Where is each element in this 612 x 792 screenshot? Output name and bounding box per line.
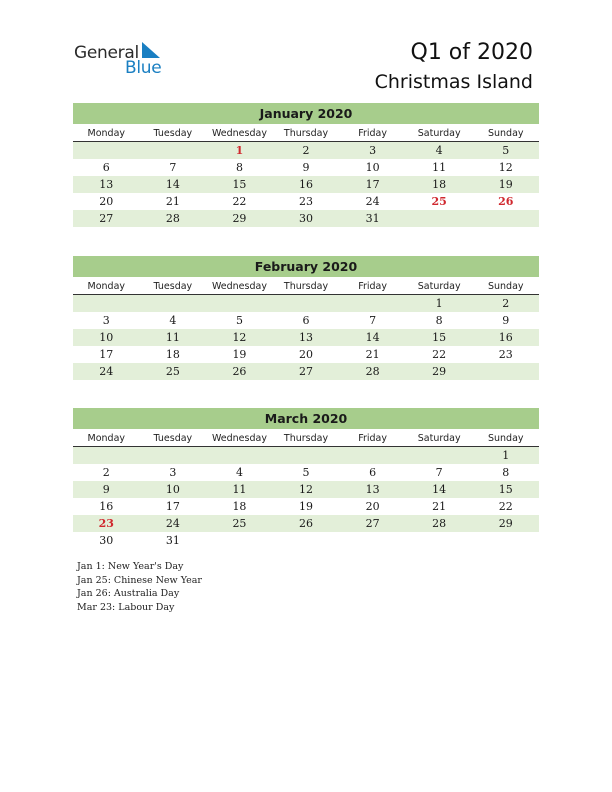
day-cell: 3 [369, 144, 377, 157]
weekday-header [73, 277, 539, 295]
day-cell: 6 [369, 466, 377, 479]
empty-day-cell [140, 447, 207, 464]
weekday-label: Saturday [417, 128, 461, 139]
day-cell: 11 [165, 331, 180, 344]
day-cell: 21 [365, 348, 380, 361]
day-cell: 24 [99, 365, 114, 378]
day-cell: 7 [169, 161, 177, 174]
weekday-label: Monday [87, 281, 126, 292]
holiday-item: Jan 26: Australia Day [77, 588, 180, 599]
empty-day-cell [73, 447, 140, 464]
day-cell: 10 [365, 161, 380, 174]
empty-day-cell [339, 447, 406, 464]
day-cell: 19 [232, 348, 247, 361]
day-cell: 14 [432, 483, 447, 496]
day-cell: 20 [365, 500, 380, 513]
day-cell: 3 [169, 466, 177, 479]
day-cell: 14 [365, 331, 380, 344]
day-cell: 28 [365, 365, 380, 378]
month-march [73, 408, 539, 549]
day-cell: 18 [165, 348, 180, 361]
month-weeks [73, 447, 539, 549]
holiday-item: Mar 23: Labour Day [77, 601, 175, 613]
day-cell: 2 [502, 297, 510, 310]
month-title: March 2020 [73, 408, 539, 429]
week-row [73, 176, 539, 193]
day-cell: 8 [235, 161, 243, 174]
weekday-label: Friday [358, 128, 387, 139]
day-cell: 20 [299, 348, 314, 361]
day-cell: 26 [299, 517, 314, 530]
day-cell: 2 [302, 144, 310, 157]
day-cell: 1 [235, 144, 244, 157]
day-cell: 4 [235, 466, 243, 479]
week-row [73, 447, 539, 464]
empty-day-cell [339, 295, 406, 312]
empty-day-cell [406, 532, 473, 549]
week-row [73, 498, 539, 515]
empty-day-cell [140, 295, 207, 312]
weekday-label: Monday [87, 433, 126, 444]
day-cell: 31 [165, 534, 180, 547]
empty-day-cell [406, 210, 473, 227]
day-cell: 17 [365, 178, 380, 191]
week-row [73, 532, 539, 549]
day-cell: 21 [432, 500, 447, 513]
week-row [73, 515, 539, 532]
month-january [73, 103, 539, 227]
day-cell: 15 [232, 178, 247, 191]
month-title: February 2020 [73, 256, 539, 277]
brand-word-general: General [74, 43, 139, 63]
day-cell: 6 [102, 161, 110, 174]
day-cell: 4 [435, 144, 443, 157]
day-cell: 19 [299, 500, 314, 513]
weekday-label: Friday [358, 281, 387, 292]
empty-day-cell [406, 447, 473, 464]
day-cell: 16 [299, 178, 314, 191]
day-cell: 13 [299, 331, 314, 344]
day-cell: 17 [99, 348, 114, 361]
day-cell: 10 [99, 331, 114, 344]
weekday-label: Thursday [283, 433, 329, 444]
empty-day-cell [206, 532, 273, 549]
day-cell: 20 [99, 195, 114, 208]
page-subtitle: Christmas Island [374, 71, 533, 93]
empty-day-cell [339, 532, 406, 549]
day-cell: 6 [302, 314, 310, 327]
empty-day-cell [273, 532, 340, 549]
day-cell: 14 [165, 178, 180, 191]
week-row [73, 363, 539, 380]
holiday-item: Jan 1: New Year's Day [77, 561, 184, 572]
month-weeks [73, 295, 539, 380]
day-cell: 18 [432, 178, 447, 191]
weekday-label: Saturday [417, 281, 461, 292]
brand-logo [74, 40, 174, 80]
day-cell: 30 [299, 212, 314, 225]
holiday-list [77, 560, 202, 614]
day-cell: 18 [232, 500, 247, 513]
day-cell: 24 [365, 195, 380, 208]
day-cell: 9 [302, 161, 310, 174]
day-cell: 28 [165, 212, 180, 225]
weekday-label: Wednesday [211, 433, 267, 444]
day-cell: 7 [435, 466, 443, 479]
day-cell: 11 [232, 483, 247, 496]
day-cell: 29 [432, 365, 447, 378]
empty-day-cell [472, 210, 539, 227]
day-cell: 25 [232, 517, 247, 530]
day-cell: 12 [232, 331, 247, 344]
weekday-label: Wednesday [211, 128, 267, 139]
day-cell: 9 [502, 314, 510, 327]
week-row [73, 329, 539, 346]
day-cell: 5 [502, 144, 510, 157]
empty-day-cell [73, 142, 140, 159]
weekday-label: Tuesday [153, 281, 193, 292]
day-cell: 5 [302, 466, 310, 479]
day-cell: 1 [435, 297, 443, 310]
weekday-label: Sunday [487, 433, 524, 444]
empty-day-cell [273, 295, 340, 312]
empty-day-cell [206, 295, 273, 312]
day-cell: 1 [502, 449, 510, 462]
empty-day-cell [472, 532, 539, 549]
weekday-header [73, 124, 539, 142]
month-february [73, 256, 539, 380]
week-row [73, 346, 539, 363]
day-cell: 23 [299, 195, 314, 208]
weekday-label: Tuesday [153, 128, 193, 139]
day-cell: 23 [98, 517, 114, 530]
brand-word-blue: Blue [125, 58, 162, 78]
day-cell: 8 [502, 466, 510, 479]
day-cell: 12 [498, 161, 513, 174]
day-cell: 21 [165, 195, 180, 208]
day-cell: 26 [232, 365, 247, 378]
weekday-label: Tuesday [153, 433, 193, 444]
day-cell: 31 [365, 212, 380, 225]
weekday-label: Wednesday [211, 281, 267, 292]
day-cell: 25 [431, 195, 447, 208]
day-cell: 8 [435, 314, 443, 327]
day-cell: 10 [165, 483, 180, 496]
day-cell: 29 [232, 212, 247, 225]
day-cell: 13 [99, 178, 114, 191]
week-row [73, 464, 539, 481]
day-cell: 23 [498, 348, 513, 361]
holiday-item: Jan 25: Chinese New Year [77, 574, 202, 586]
weekday-label: Sunday [487, 281, 524, 292]
week-row [73, 312, 539, 329]
day-cell: 26 [498, 195, 514, 208]
week-row [73, 142, 539, 159]
empty-day-cell [206, 447, 273, 464]
weekday-label: Saturday [417, 433, 461, 444]
day-cell: 19 [498, 178, 513, 191]
day-cell: 16 [498, 331, 513, 344]
month-weeks [73, 142, 539, 227]
day-cell: 25 [165, 365, 180, 378]
empty-day-cell [73, 295, 140, 312]
day-cell: 15 [498, 483, 513, 496]
week-row [73, 159, 539, 176]
weekday-label: Thursday [283, 128, 329, 139]
day-cell: 16 [99, 500, 114, 513]
empty-day-cell [273, 447, 340, 464]
week-row [73, 481, 539, 498]
day-cell: 29 [498, 517, 513, 530]
month-title: January 2020 [73, 103, 539, 124]
weekday-label: Monday [87, 128, 126, 139]
day-cell: 27 [365, 517, 380, 530]
day-cell: 30 [99, 534, 114, 547]
day-cell: 4 [169, 314, 177, 327]
day-cell: 15 [432, 331, 447, 344]
day-cell: 13 [365, 483, 380, 496]
day-cell: 5 [235, 314, 243, 327]
week-row [73, 295, 539, 312]
day-cell: 22 [432, 348, 447, 361]
empty-day-cell [472, 363, 539, 380]
weekday-label: Thursday [283, 281, 329, 292]
day-cell: 3 [102, 314, 110, 327]
page-title: Q1 of 2020 [410, 40, 533, 65]
day-cell: 12 [299, 483, 314, 496]
day-cell: 11 [432, 161, 447, 174]
day-cell: 28 [432, 517, 447, 530]
day-cell: 27 [299, 365, 314, 378]
day-cell: 22 [498, 500, 513, 513]
weekday-header [73, 429, 539, 447]
weekday-label: Sunday [487, 128, 524, 139]
day-cell: 22 [232, 195, 247, 208]
day-cell: 17 [165, 500, 180, 513]
day-cell: 9 [102, 483, 110, 496]
weekday-label: Friday [358, 433, 387, 444]
week-row [73, 210, 539, 227]
day-cell: 24 [165, 517, 180, 530]
day-cell: 2 [102, 466, 110, 479]
empty-day-cell [140, 142, 207, 159]
day-cell: 27 [99, 212, 114, 225]
day-cell: 7 [369, 314, 377, 327]
week-row [73, 193, 539, 210]
